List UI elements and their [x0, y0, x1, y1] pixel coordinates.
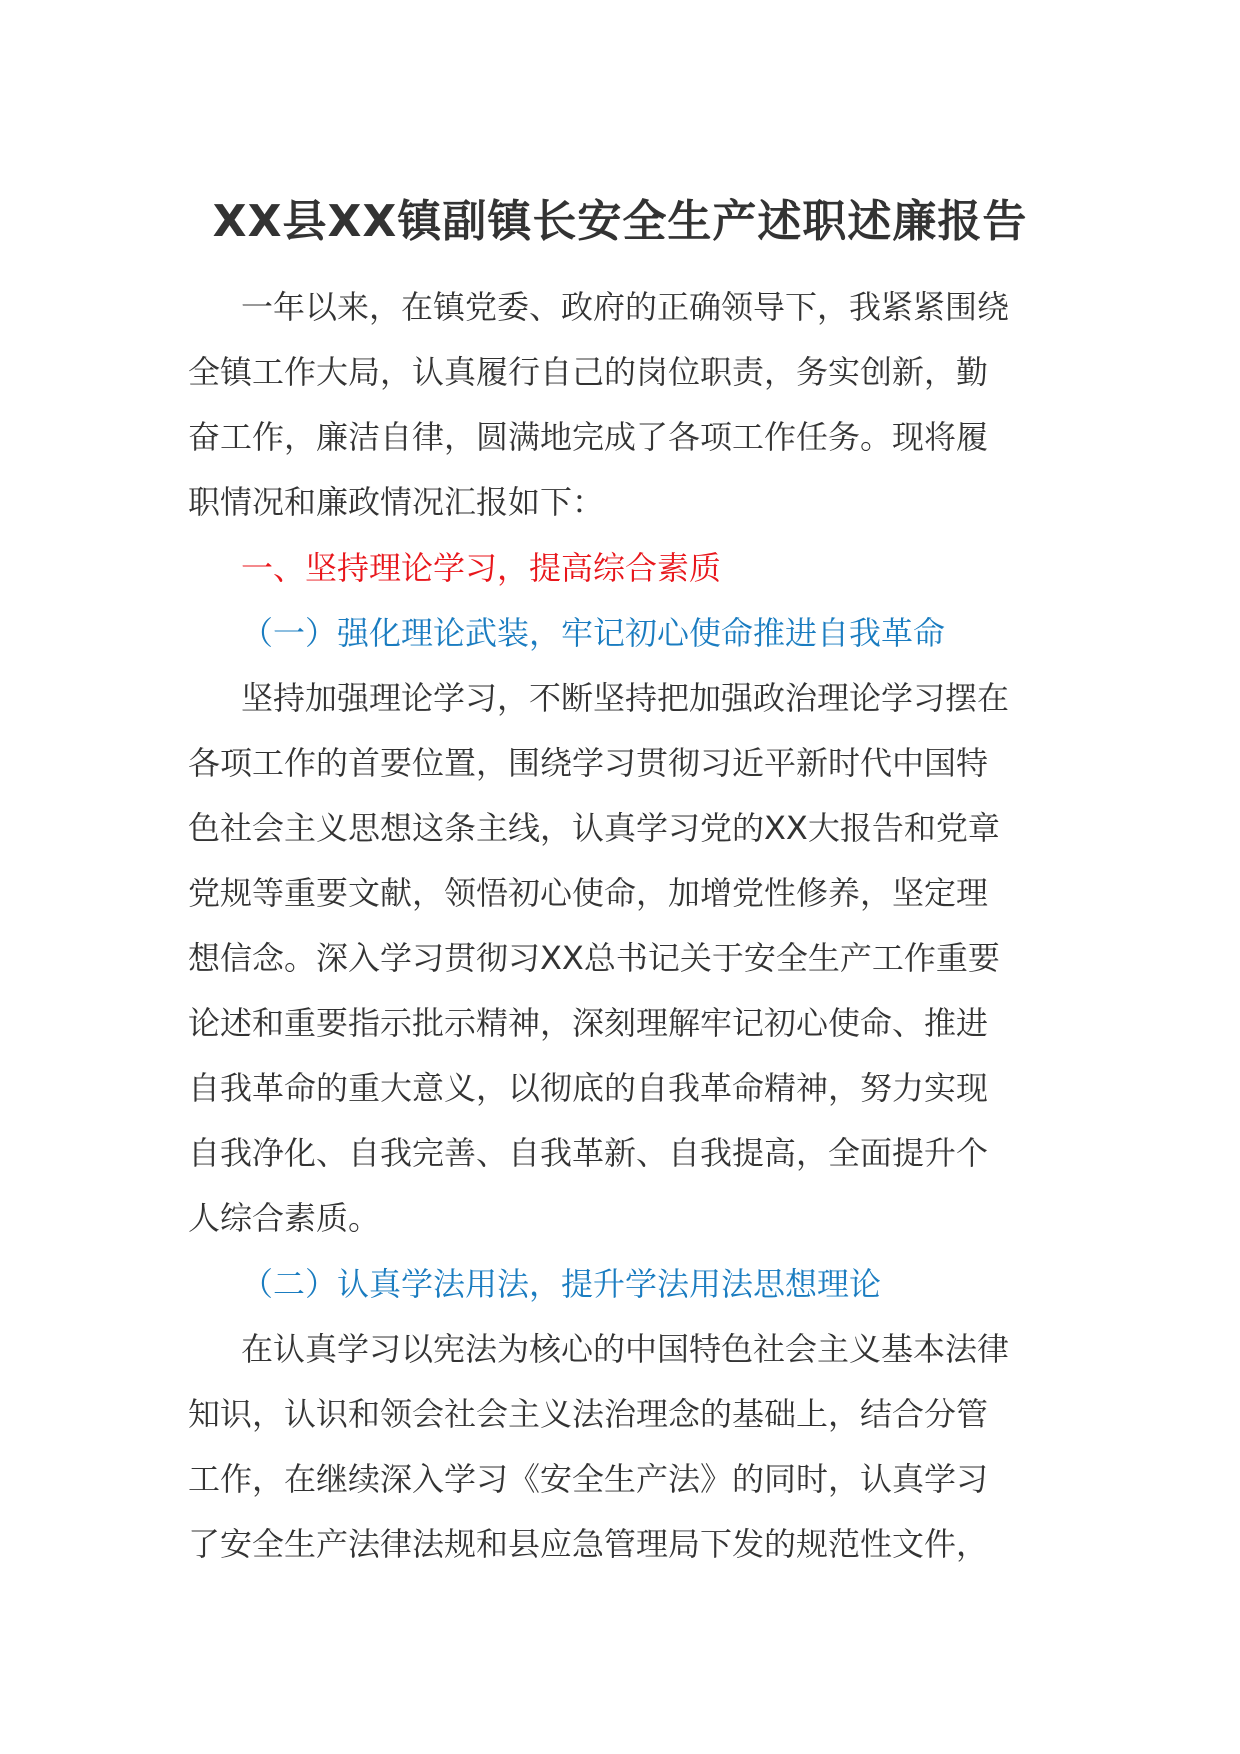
- paragraph-line: 自我革命的重大意义，以彻底的自我革命精神，努力实现: [188, 1069, 989, 1107]
- paragraph-line: 想信念。深入学习贯彻习XX总书记关于安全生产工作重要: [188, 939, 1000, 977]
- paragraph-line: 一年以来，在镇党委、政府的正确领导下，我紧紧围绕: [241, 288, 1010, 326]
- paragraph-line: 全镇工作大局，认真履行自己的岗位职责，务实创新，勤: [188, 353, 989, 391]
- paragraph-line: 坚持加强理论学习，不断坚持把加强政治理论学习摆在: [241, 679, 1010, 717]
- paragraph-line: 工作，在继续深入学习《安全生产法》的同时，认真学习: [188, 1460, 989, 1498]
- paragraph-line: 论述和重要指示批示精神，深刻理解牢记初心使命、推进: [188, 1004, 989, 1042]
- paragraph-line: 各项工作的首要位置，围绕学习贯彻习近平新时代中国特: [188, 744, 989, 782]
- section-heading: 一、坚持理论学习，提高综合素质: [241, 549, 722, 587]
- document-title: XX县XX镇副镇长安全生产述职述廉报告: [212, 196, 1028, 247]
- subsection-heading: （二）认真学法用法，提升学法用法思想理论: [241, 1265, 882, 1303]
- paragraph-line: 了安全生产法律法规和县应急管理局下发的规范性文件，: [188, 1525, 989, 1563]
- paragraph-line: 在认真学习以宪法为核心的中国特色社会主义基本法律: [241, 1330, 1010, 1368]
- paragraph-line: 奋工作，廉洁自律，圆满地完成了各项工作任务。现将履: [188, 418, 989, 456]
- paragraph-line: 党规等重要文献，领悟初心使命，加增党性修养，坚定理: [188, 874, 989, 912]
- subsection-heading: （一）强化理论武装，牢记初心使命推进自我革命: [241, 614, 946, 652]
- paragraph-line: 人综合素质。: [188, 1199, 381, 1237]
- paragraph-line: 职情况和廉政情况汇报如下：: [188, 483, 605, 521]
- paragraph-line: 色社会主义思想这条主线，认真学习党的XX大报告和党章: [188, 809, 1000, 847]
- paragraph-line: 知识，认识和领会社会主义法治理念的基础上，结合分管: [188, 1395, 989, 1433]
- paragraph-line: 自我净化、自我完善、自我革新、自我提高，全面提升个: [188, 1134, 989, 1172]
